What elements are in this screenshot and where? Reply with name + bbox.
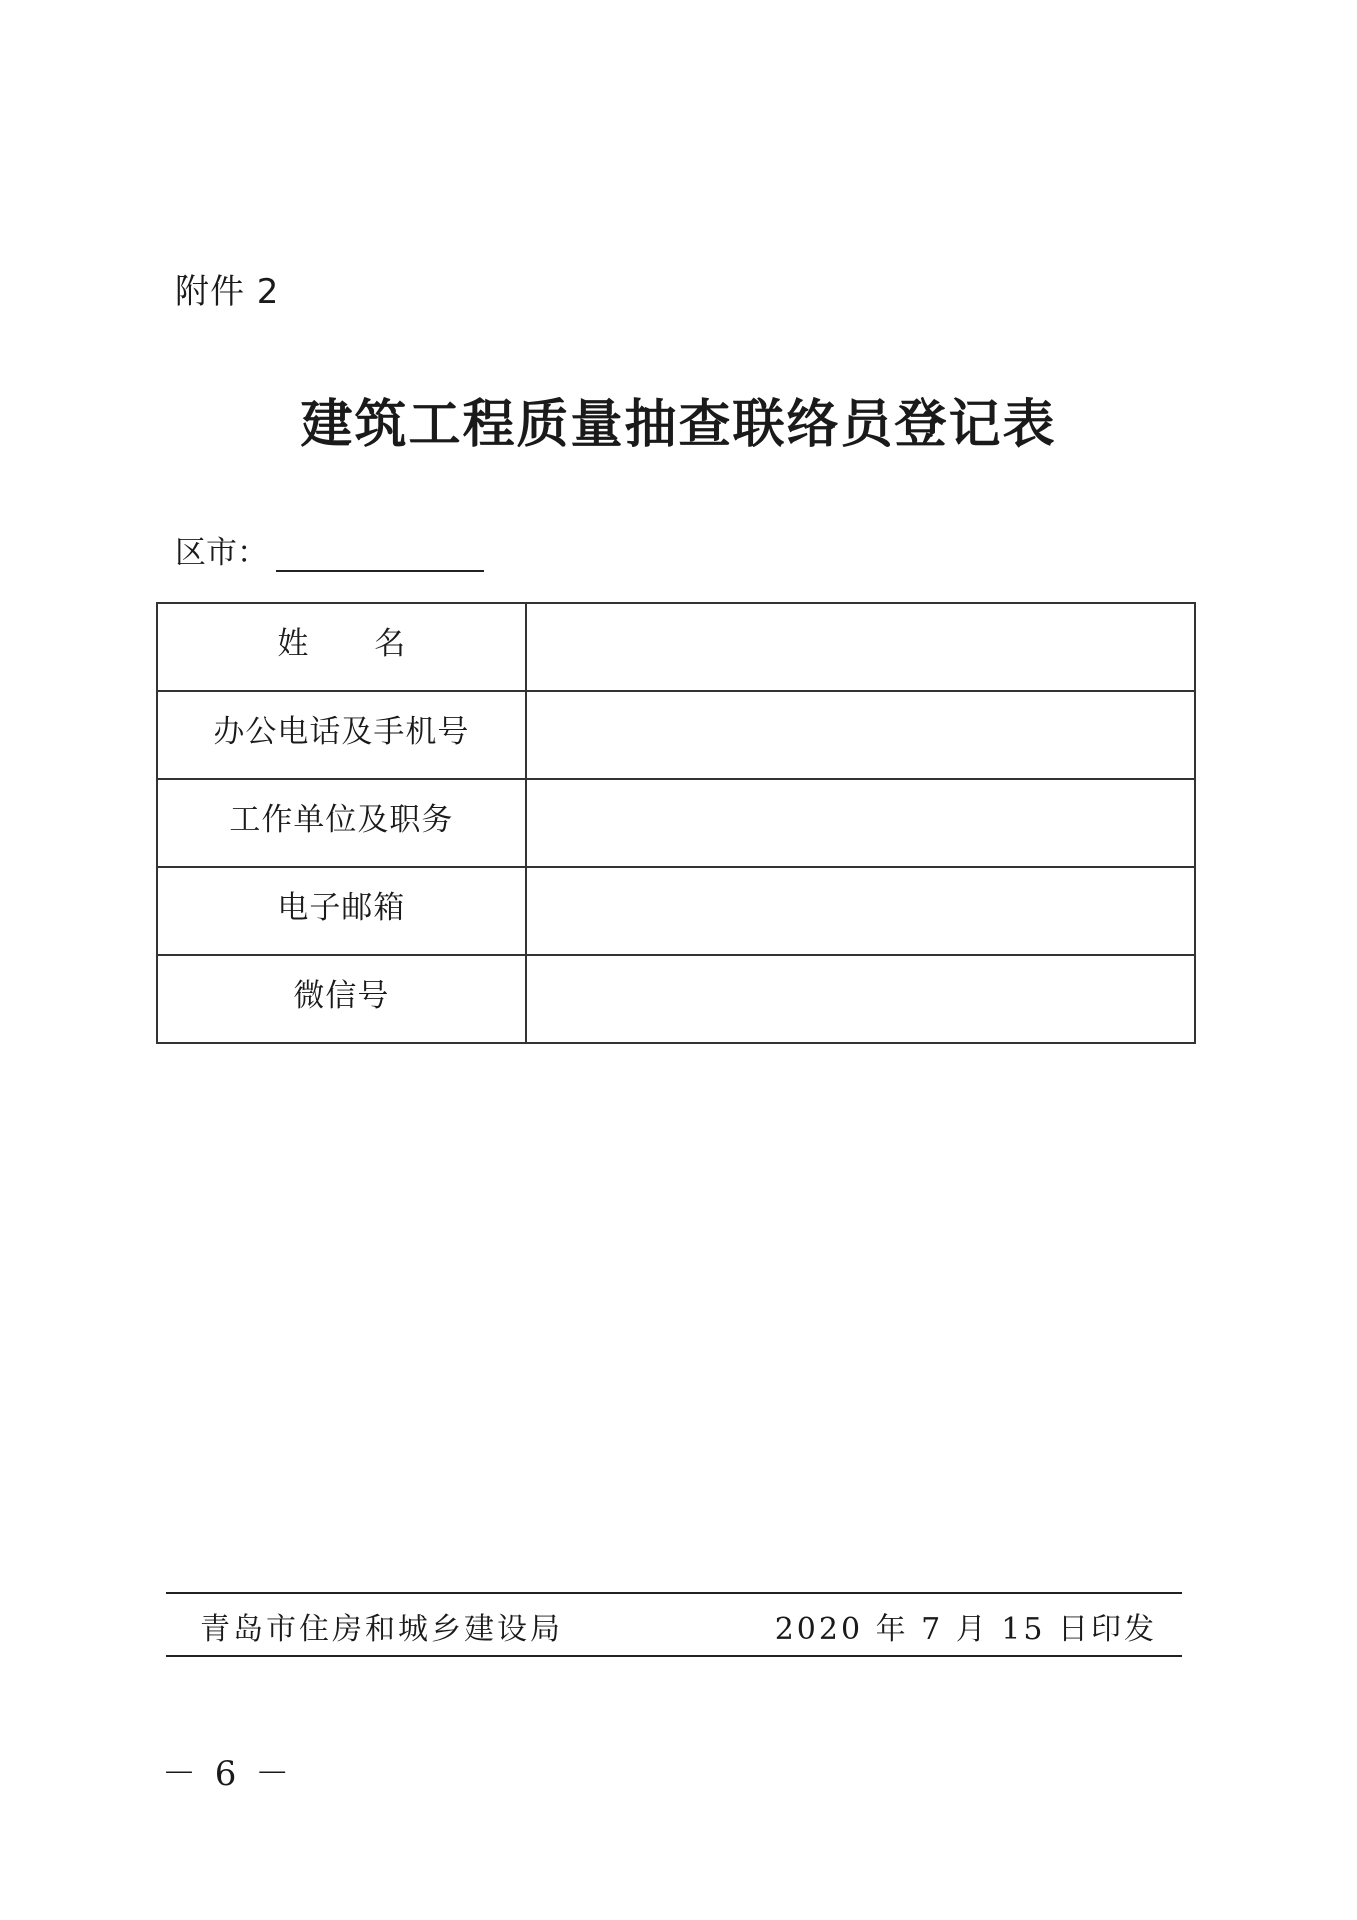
form-label-phone: 办公电话及手机号 — [157, 691, 526, 779]
footer-bottom-rule — [166, 1655, 1182, 1657]
form-row-name — [157, 603, 1195, 691]
form-label-wechat: 微信号 — [157, 955, 526, 1043]
form-value-employer[interactable] — [526, 779, 1195, 867]
district-blank-line[interactable] — [276, 536, 484, 572]
form-row-wechat — [157, 955, 1195, 1043]
form-row-email — [157, 867, 1195, 955]
form-row-phone — [157, 691, 1195, 779]
document-title: 建筑工程质量抽查联络员登记表 — [300, 394, 1057, 455]
form-value-name[interactable] — [526, 603, 1195, 691]
issue-date: 2020 年 7 月 15 日印发 — [774, 1612, 1157, 1647]
form-label-name: 姓 名 — [157, 603, 526, 691]
form-value-wechat[interactable] — [526, 955, 1195, 1043]
district-field — [175, 527, 484, 572]
district-label: 区市： — [175, 535, 268, 571]
attachment-label: 附件 2 — [175, 272, 280, 312]
form-value-phone[interactable] — [526, 691, 1195, 779]
issuer-name: 青岛市住房和城乡建设局 — [200, 1612, 563, 1647]
page-number: － 6 － — [162, 1754, 294, 1794]
form-value-email[interactable] — [526, 867, 1195, 955]
form-label-employer: 工作单位及职务 — [157, 779, 526, 867]
registration-form-table — [156, 602, 1196, 1044]
footer-top-rule — [166, 1592, 1182, 1594]
form-label-email: 电子邮箱 — [157, 867, 526, 955]
form-row-employer — [157, 779, 1195, 867]
